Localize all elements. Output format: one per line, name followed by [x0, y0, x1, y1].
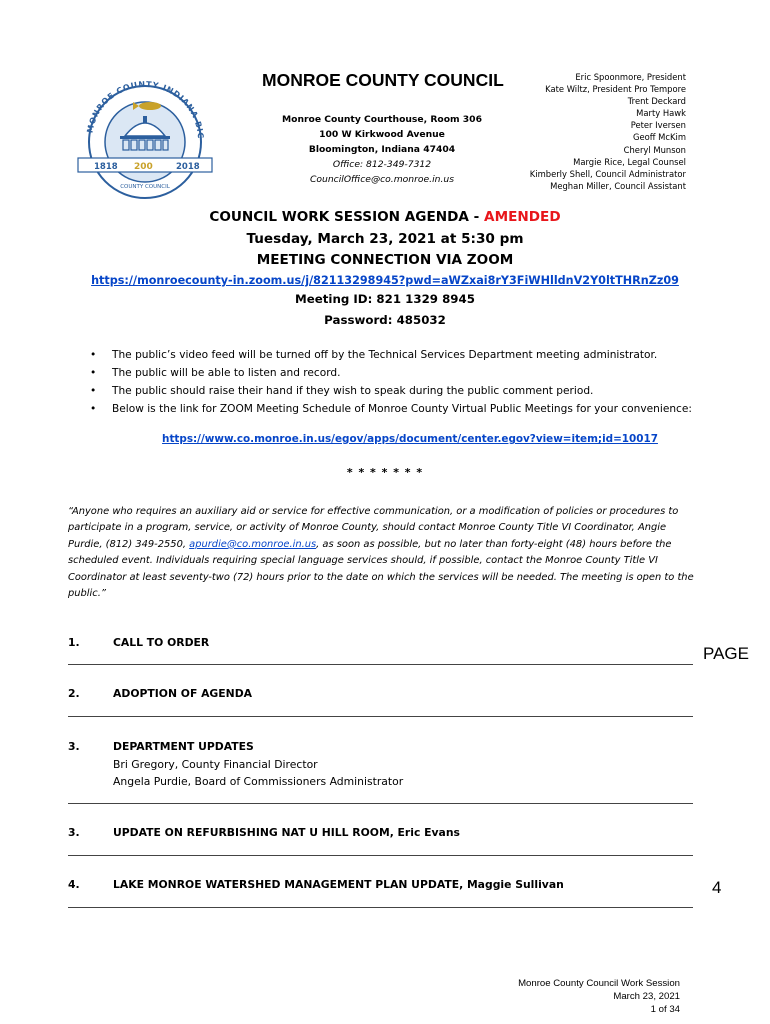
meeting-id: Meeting ID: 821 1329 8945	[295, 292, 475, 306]
notice-text-start: “Anyone who requires an auxiliary aid or service for effective communication, or a modification of policies or procedures to participate in a program, service, or activity of Monroe County, should contact Monroe County Title VI Coordinator, Angie Purdie, (812) 349-2550,	[68, 506, 679, 550]
amended-label: AMENDED	[484, 209, 561, 225]
roster-member: Kimberly Shell, Council Administrator	[529, 168, 686, 179]
notice-text-end: , as soon as possible, but no later than forty-eight (48) hours before the scheduled event. Individuals requiring special language services should, if possible, contact the Monroe County Title VI Coordinator at least seventy-two (72) hours prior to the date on which the services will be needed. The meeting is open to the public.”	[68, 538, 694, 600]
council-roster	[446, 71, 686, 192]
footer-title: Monroe County Council Work Session	[518, 978, 680, 989]
footer-date: March 23, 2021	[613, 990, 680, 1002]
list-item: • The public’s video feed will be turned off by the Technical Services Department meeting administrator.	[112, 346, 702, 364]
agenda-heading	[60, 209, 710, 225]
council-email: CouncilOffice@co.monroe.in.us	[309, 174, 454, 185]
item-nat-u-hill-room: UPDATE ON REFURBISHING NAT U HILL ROOM, Eric Evans	[113, 826, 460, 839]
roster-member: Eric Spoonmore, President	[575, 72, 686, 82]
item-number: 1.	[68, 636, 80, 649]
agenda-heading-text: COUNCIL WORK SESSION AGENDA -	[209, 209, 485, 225]
item-divider	[68, 664, 693, 665]
seal-year-left: 1818	[94, 162, 118, 172]
roster-member: Kate Wiltz, President Pro Tempore	[545, 84, 686, 95]
coordinator-email-link[interactable]: apurdie@co.monroe.in.us	[189, 538, 317, 550]
page-column-label: PAGE	[703, 644, 749, 663]
item-department-updates: DEPARTMENT UPDATES	[113, 740, 254, 753]
item-divider	[68, 907, 693, 908]
roster-member: Cheryl Munson	[623, 144, 686, 155]
accessibility-notice	[68, 504, 696, 602]
list-item: • The public will be able to listen and record.	[112, 364, 702, 382]
address-line-street: 100 W Kirkwood Avenue	[319, 129, 445, 140]
item-divider	[68, 803, 693, 804]
presenter: Angela Purdie, Board of Commissioners Administrator	[113, 775, 404, 788]
seal-year-right: 2018	[176, 162, 200, 172]
seal-ring-text: MONROE COUNTY INDIANA BIC	[85, 79, 206, 140]
footer-page-count: 1 of 34	[650, 1003, 680, 1015]
item-details	[113, 756, 403, 790]
roster-member: Marty Hawk	[636, 108, 686, 119]
presenter: Bri Gregory, County Financial Director	[113, 758, 318, 771]
section-separator: * * * * * * *	[346, 466, 424, 479]
item-call-to-order: CALL TO ORDER	[113, 636, 210, 649]
seal-bottom-text: COUNTY COUNCIL	[120, 184, 170, 190]
item-number: 3.	[68, 826, 80, 839]
address-line-building: Monroe County Courthouse, Room 306	[282, 114, 482, 125]
page-footer	[440, 978, 680, 1016]
virtual-meetings-schedule-link[interactable]: https://www.co.monroe.in.us/egov/apps/document/center.egov?view=item;id=10017	[162, 433, 658, 445]
roster-member: Meghan Miller, Council Assistant	[550, 180, 686, 191]
roster-member: Peter Iversen	[630, 120, 686, 131]
county-bicentennial-seal	[70, 70, 220, 200]
page-reference: 4	[712, 878, 722, 897]
seal-year-center: 200	[134, 162, 153, 172]
item-number: 4.	[68, 878, 80, 891]
address-line-city: Bloomington, Indiana 47404	[308, 144, 456, 155]
zoom-meeting-link[interactable]: https://monroecounty-in.zoom.us/j/82113298945?pwd=aWZxai8rY3FiWHlldnV2Y0ltTHRnZz09	[91, 274, 679, 287]
item-divider	[68, 716, 693, 717]
roster-member: Geoff McKim	[632, 132, 686, 143]
seal-graphic	[70, 70, 220, 200]
item-number: 2.	[68, 687, 80, 700]
item-adoption-of-agenda: ADOPTION OF AGENDA	[113, 687, 253, 700]
roster-member: Margie Rice, Legal Counsel	[573, 156, 686, 167]
council-title: MONROE COUNTY COUNCIL	[262, 70, 504, 90]
meeting-connection-heading: MEETING CONNECTION VIA ZOOM	[256, 252, 514, 268]
list-item: • Below is the link for ZOOM Meeting Schedule of Monroe County Virtual Public Meetings for your convenience:	[112, 400, 702, 418]
item-number: 3.	[68, 740, 80, 753]
item-lake-monroe-plan: LAKE MONROE WATERSHED MANAGEMENT PLAN UPDATE, Maggie Sullivan	[113, 878, 564, 891]
public-participation-list	[112, 346, 702, 418]
item-divider	[68, 855, 693, 856]
meeting-password: Password: 485032	[324, 313, 446, 327]
roster-member: Trent Deckard	[627, 96, 686, 107]
office-phone: Office: 812-349-7312	[332, 159, 432, 170]
meeting-datetime: Tuesday, March 23, 2021 at 5:30 pm	[246, 231, 524, 247]
list-item: • The public should raise their hand if they wish to speak during the public comment period.	[112, 382, 702, 400]
